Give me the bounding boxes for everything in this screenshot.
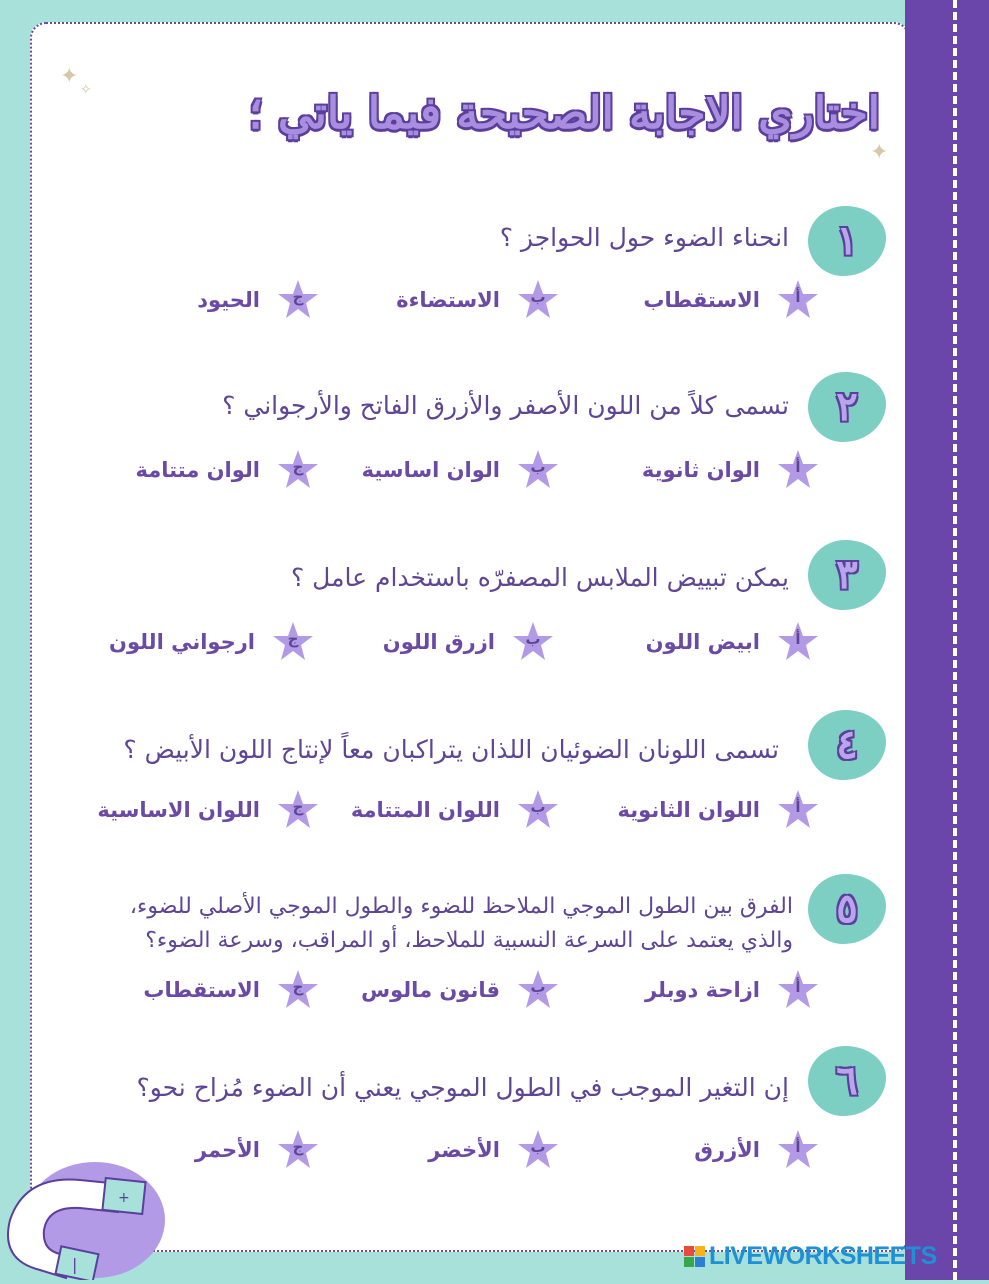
star-icon: ب [516,1128,560,1172]
stitch-line [953,0,957,1280]
option-c[interactable] [143,968,320,1012]
option-text: الاستقطاب [143,978,260,1002]
liveworksheets-logo [684,1241,984,1271]
right-decorative-band [905,0,989,1280]
option-b[interactable] [362,448,560,492]
option-a[interactable] [642,448,820,492]
option-a[interactable] [646,620,820,664]
star-icon: أ [776,788,820,832]
question-number-badge: ٢ [808,372,886,442]
option-text: الوان متتامة [135,458,260,482]
star-icon: أ [776,620,820,664]
option-text: ازاحة دوبلر [644,978,760,1002]
star-icon: ج [276,788,320,832]
star-icon: ب [516,448,560,492]
options-row [60,448,820,492]
star-icon: ج [276,968,320,1012]
option-b[interactable] [428,1128,560,1172]
star-icon: أ [776,1128,820,1172]
option-text: اللوان المتتامة [350,798,500,822]
question-number-badge: ٦ [808,1046,886,1116]
sparkle-icon: ✦ [870,140,889,165]
question-text: تسمى كلاً من اللون الأصفر والأزرق الفاتح والأرجواني ؟ [222,391,789,420]
star-icon: ج [276,1128,320,1172]
option-c[interactable] [195,1128,320,1172]
star-icon: ب [516,968,560,1012]
question-text: تسمى اللونان الضوئيان اللذان يتراكبان معاً لإنتاج اللون الأبيض ؟ [123,735,779,764]
option-c[interactable] [109,620,315,664]
sparkle-icon: ✦ [60,64,79,89]
question-number-badge: ٤ [808,710,886,780]
svg-text:|: | [72,1255,78,1274]
option-b[interactable] [396,278,560,322]
star-icon: أ [776,448,820,492]
option-c[interactable] [136,448,320,492]
star-icon: أ [776,278,820,322]
option-text: اللوان الاساسية [97,798,260,822]
option-text: الاستقطاب [643,288,760,312]
option-a[interactable] [645,968,820,1012]
sparkle-icon: ✧ [80,82,92,98]
star-icon: ج [276,278,320,322]
option-c[interactable] [197,278,320,322]
option-text: الاستضاءة [396,288,500,312]
options-row [60,278,820,322]
option-text: ارجواني اللون [109,630,255,654]
magnet-icon [0,1150,170,1284]
question-text: انحناء الضوء حول الحواجز ؟ [499,223,789,252]
question-number-badge: ١ [808,206,886,276]
option-text: ازرق اللون [382,630,495,654]
star-icon: ب [511,620,555,664]
question-number-badge: ٣ [808,540,886,610]
option-text: الأزرق [694,1138,760,1162]
star-icon: أ [776,968,820,1012]
star-icon: ج [271,620,315,664]
option-text: الوان اساسية [361,458,500,482]
option-text: ابيض اللون [645,630,760,654]
question-number-badge: ٥ [808,874,886,944]
options-row [60,788,820,832]
option-text: الأخضر [428,1138,500,1162]
option-text: الوان ثانوية [641,458,760,482]
option-b[interactable] [361,968,560,1012]
option-b[interactable] [383,620,555,664]
option-a[interactable] [694,1128,820,1172]
page-title: اختاري الاجابة الصحيحة فيما ياتي ؛ [248,88,880,139]
option-text: الأحمر [194,1138,260,1162]
options-row [60,968,820,1012]
option-c[interactable] [97,788,320,832]
star-icon: ب [516,788,560,832]
question-text: إن التغير الموجب في الطول الموجي يعني أن الضوء مُزاح نحو؟ [136,1073,789,1102]
star-icon: ج [276,448,320,492]
option-text: الحيود [197,288,260,312]
options-row [60,620,820,664]
option-text: اللوان الثانوية [617,798,760,822]
logo-squares-icon [684,1246,705,1267]
svg-text:+: + [118,1190,130,1206]
star-icon: ب [516,278,560,322]
question-text: الفرق بين الطول الموجي الملاحظ للضوء والطول الموجي الأصلي للضوء، والذي يعتمد على السرعة النسبية للملاحظ، أو المراقب، وسرعة الضوء؟ [129,894,793,953]
option-a[interactable] [618,788,820,832]
option-b[interactable] [351,788,560,832]
logo-text: LIVEWORKSHEETS [709,1241,937,1270]
options-row [60,1128,820,1172]
option-text: قانون مالوس [361,978,500,1002]
question-text: يمكن تبييض الملابس المصفرّه باستخدام عامل ؟ [290,563,789,592]
option-a[interactable] [643,278,820,322]
